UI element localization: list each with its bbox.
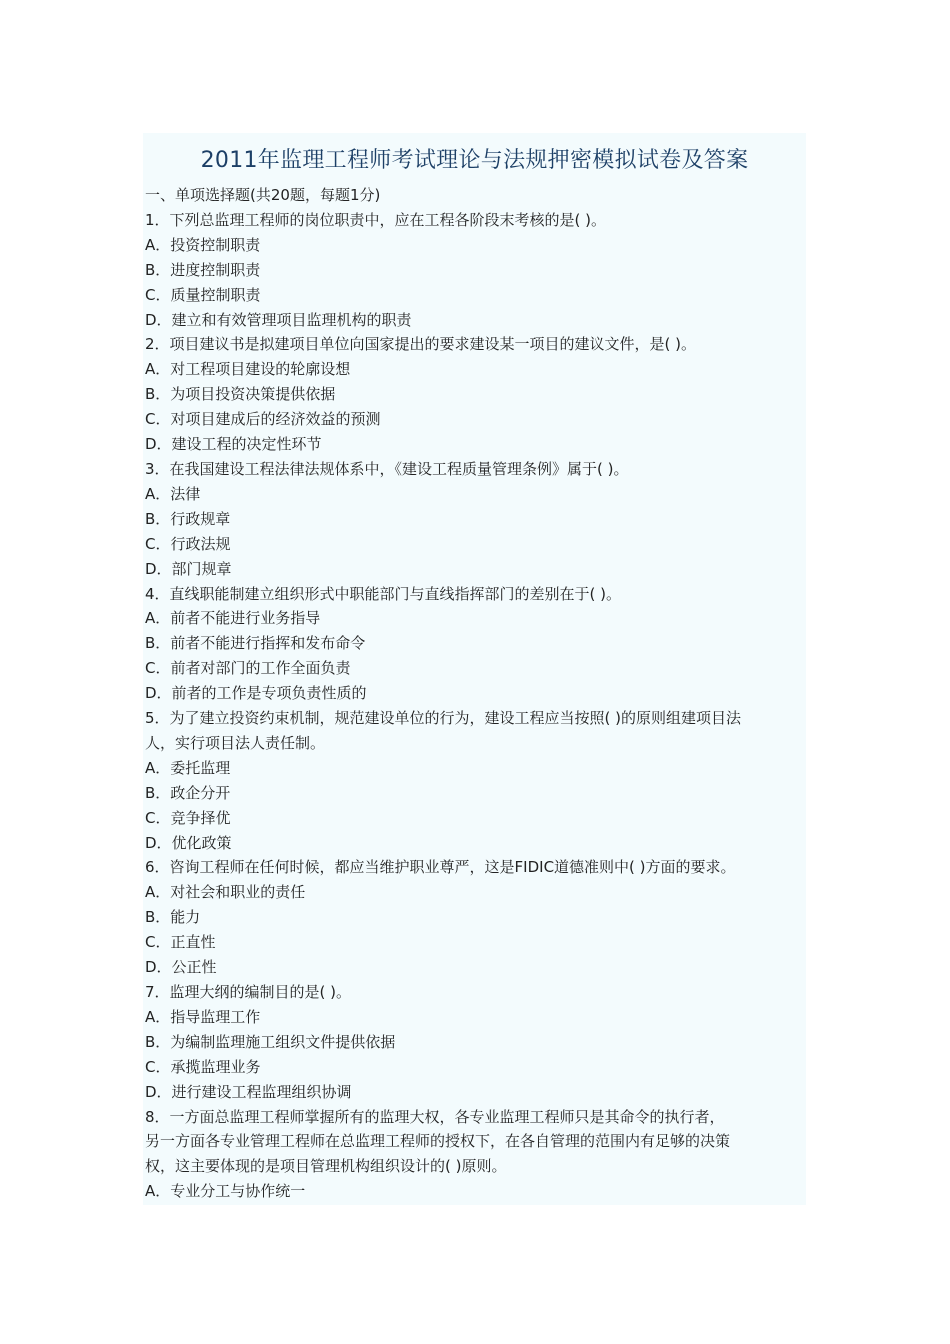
section-heading: 一、单项选择题(共20题，每题1分)	[145, 186, 381, 204]
option-line: D．前者的工作是专项负责性质的	[145, 684, 367, 703]
question-8: 8．一方面总监理工程师掌握所有的监理大权，各专业监理工程师只是其命令的执行者，	[145, 1107, 725, 1126]
question-7: 7．监理大纲的编制目的是( )。	[145, 983, 352, 1001]
option-line: D．优化政策	[145, 833, 232, 852]
option-line: C．正直性	[145, 933, 216, 952]
option-line: D．建立和有效管理项目监理机构的职责	[145, 310, 412, 329]
question-8-continued: 另一方面各专业管理工程师在总监理工程师的授权下，在各自管理的范围内有足够的决策	[145, 1132, 731, 1151]
question-4: 4．直线职能制建立组织形式中职能部门与直线指挥部门的差别在于( )。	[145, 584, 622, 603]
option-line: A．委托监理	[145, 758, 231, 777]
option-line: A．对社会和职业的责任	[145, 883, 306, 902]
option-line: A．前者不能进行业务指导	[145, 609, 321, 628]
option-line: A．专业分工与协作统一	[145, 1182, 306, 1201]
option-line: B．为编制监理施工组织文件提供依据	[145, 1032, 396, 1051]
option-line: C．质量控制职责	[145, 285, 261, 304]
option-line: C．竞争择优	[145, 808, 231, 827]
option-line: C．前者对部门的工作全面负责	[145, 659, 351, 678]
document-title: 2011年监理工程师考试理论与法规押密模拟试卷及答案	[200, 148, 749, 173]
question-5: 5．为了建立投资约束机制，规范建设单位的行为，建设工程应当按照( )的原则组建项目法	[145, 709, 742, 728]
option-line: B．能力	[145, 908, 201, 927]
question-2: 2．项目建议书是拟建项目单位向国家提出的要求建设某一项目的建议文件，是( )。	[145, 335, 697, 354]
option-line: B．进度控制职责	[145, 260, 261, 279]
option-line: C．对项目建成后的经济效益的预测	[145, 410, 381, 429]
option-line: D．进行建设工程监理组织协调	[145, 1082, 352, 1101]
option-line: B．政企分开	[145, 783, 231, 802]
option-line: A．指导监理工作	[145, 1007, 261, 1026]
option-line: B．为项目投资决策提供依据	[145, 385, 336, 404]
question-8-continued: 权，这主要体现的是项目管理机构组织设计的( )原则。	[145, 1157, 507, 1176]
document-body	[145, 183, 807, 1204]
option-line: A．法律	[145, 484, 201, 503]
option-line: A．对工程项目建设的轮廓设想	[145, 360, 351, 379]
question-5-continued: 人，实行项目法人责任制。	[145, 733, 326, 752]
option-line: C．承揽监理业务	[145, 1057, 261, 1076]
option-line: D．建设工程的决定性环节	[145, 435, 322, 454]
option-line: A．投资控制职责	[145, 235, 261, 254]
question-6: 6．咨询工程师在任何时候，都应当维护职业尊严，这是FIDIC道德准则中( )方面的要求。	[145, 858, 736, 877]
option-line: D．部门规章	[145, 559, 232, 578]
option-line: D．公正性	[145, 958, 217, 977]
question-3: 3．在我国建设工程法律法规体系中，《建设工程质量管理条例》属于( )。	[145, 459, 629, 478]
option-line: B．行政规章	[145, 509, 231, 528]
question-1: 1．下列总监理工程师的岗位职责中，应在工程各阶段末考核的是( )。	[145, 210, 607, 229]
option-line: B．前者不能进行指挥和发布命令	[145, 634, 366, 653]
option-line: C．行政法规	[145, 534, 231, 553]
